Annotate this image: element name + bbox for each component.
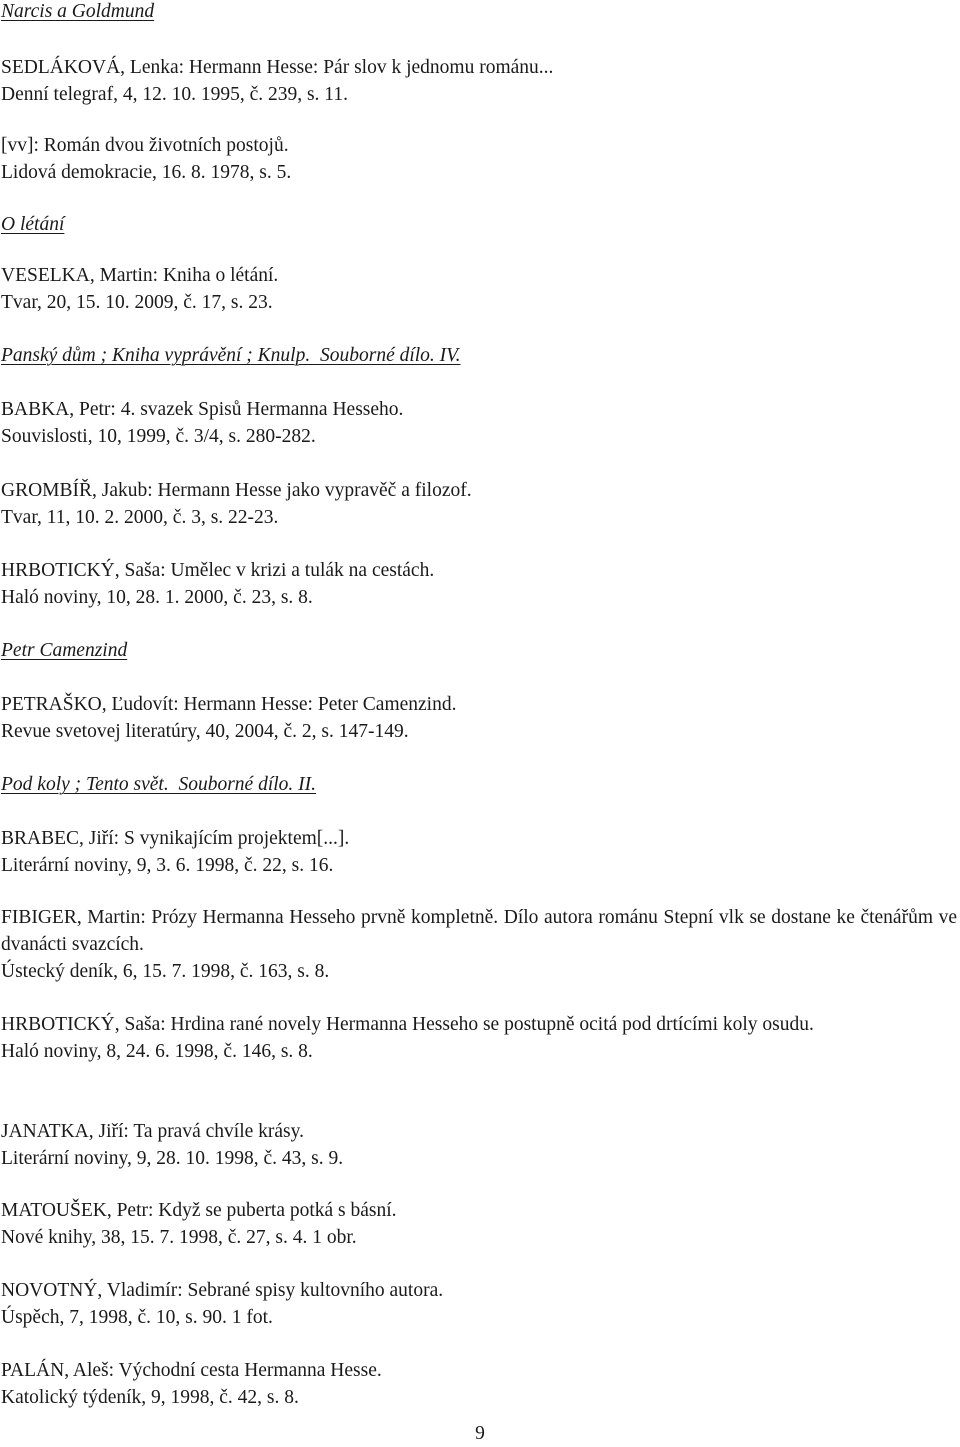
entry-line: JANATKA, Jiří: Ta pravá chvíle krásy. (1, 1121, 304, 1142)
entry-line: Katolický týdeník, 9, 1998, č. 42, s. 8. (1, 1387, 299, 1408)
entry-line: Haló noviny, 8, 24. 6. 1998, č. 146, s. 8. (1, 1041, 313, 1062)
entry (1, 1197, 397, 1251)
entry-line: Ústecký deník, 6, 15. 7. 1998, č. 163, s. 8. (1, 961, 330, 982)
section-heading: Petr Camenzind (1, 640, 128, 661)
entry-line: Souvislosti, 10, 1999, č. 3/4, s. 280-282. (1, 426, 316, 447)
entry-line: MATOUŠEK, Petr: Když se puberta potká s básní. (1, 1200, 397, 1221)
entry-line: SEDLÁKOVÁ, Lenka: Hermann Hesse: Pár slov k jednomu románu... (1, 57, 554, 78)
entry-line: BRABEC, Jiří: S vynikajícím projektem[...]. (1, 828, 350, 849)
entry-line: Literární noviny, 9, 3. 6. 1998, č. 22, s. 16. (1, 855, 334, 876)
entry-line: Tvar, 11, 10. 2. 2000, č. 3, s. 22-23. (1, 507, 279, 528)
entry (1, 132, 291, 186)
entry (1, 904, 957, 985)
entry-paragraph: FIBIGER, Martin: Prózy Hermanna Hesseho prvně kompletně. Dílo autora románu Stepní vlk se dostane ke čtenářům ve dvanácti svazcích. (1, 907, 957, 955)
entry-line: Literární noviny, 9, 28. 10. 1998, č. 43, s. 9. (1, 1148, 344, 1169)
section-heading: Narcis a Goldmund (1, 1, 155, 22)
entry-line: Haló noviny, 10, 28. 1. 2000, č. 23, s. 8. (1, 587, 313, 608)
entry (1, 691, 456, 745)
section-heading: O létání (1, 214, 65, 235)
entry (1, 557, 434, 611)
entry (1, 825, 349, 879)
entry (1, 477, 472, 531)
entry (1, 1118, 343, 1172)
entry-line: Revue svetovej literatúry, 40, 2004, č. 2, s. 147-149. (1, 721, 409, 742)
entry-paragraph: HRBOTICKÝ, Saša: Hrdina rané novely Hermanna Hesseho se postupně ocitá pod drtícími koly osudu. (1, 1014, 814, 1035)
section-heading: Pod koly ; Tento svět. Souborné dílo. II. (1, 774, 317, 795)
entry-line: Tvar, 20, 15. 10. 2009, č. 17, s. 23. (1, 292, 273, 313)
entry (1, 262, 278, 316)
entry (1, 54, 553, 108)
section-heading: Panský dům ; Kniha vyprávění ; Knulp. Souborné dílo. IV. (1, 345, 461, 366)
entry-line: GROMBÍŘ, Jakub: Hermann Hesse jako vypravěč a filozof. (1, 480, 472, 501)
page-number: 9 (475, 1423, 485, 1444)
entry-line: Úspěch, 7, 1998, č. 10, s. 90. 1 fot. (1, 1307, 273, 1328)
entry-line: PALÁN, Aleš: Východní cesta Hermanna Hesse. (1, 1360, 382, 1381)
entry (1, 396, 403, 450)
entry (1, 1357, 382, 1411)
entry-line: PETRAŠKO, Ľudovít: Hermann Hesse: Peter Camenzind. (1, 694, 457, 715)
entry-line: HRBOTICKÝ, Saša: Umělec v krizi a tulák na cestách. (1, 560, 435, 581)
entry-line: BABKA, Petr: 4. svazek Spisů Hermanna Hesseho. (1, 399, 404, 420)
entry-line: [vv]: Román dvou životních postojů. (1, 135, 289, 156)
entry (1, 1011, 957, 1065)
entry-line: VESELKA, Martin: Kniha o létání. (1, 265, 279, 286)
entry (1, 1277, 443, 1331)
entry-line: NOVOTNÝ, Vladimír: Sebrané spisy kultovního autora. (1, 1280, 444, 1301)
entry-line: Nové knihy, 38, 15. 7. 1998, č. 27, s. 4. 1 obr. (1, 1227, 357, 1248)
entry-line: Lidová demokracie, 16. 8. 1978, s. 5. (1, 162, 292, 183)
entry-line: Denní telegraf, 4, 12. 10. 1995, č. 239, s. 11. (1, 84, 348, 105)
